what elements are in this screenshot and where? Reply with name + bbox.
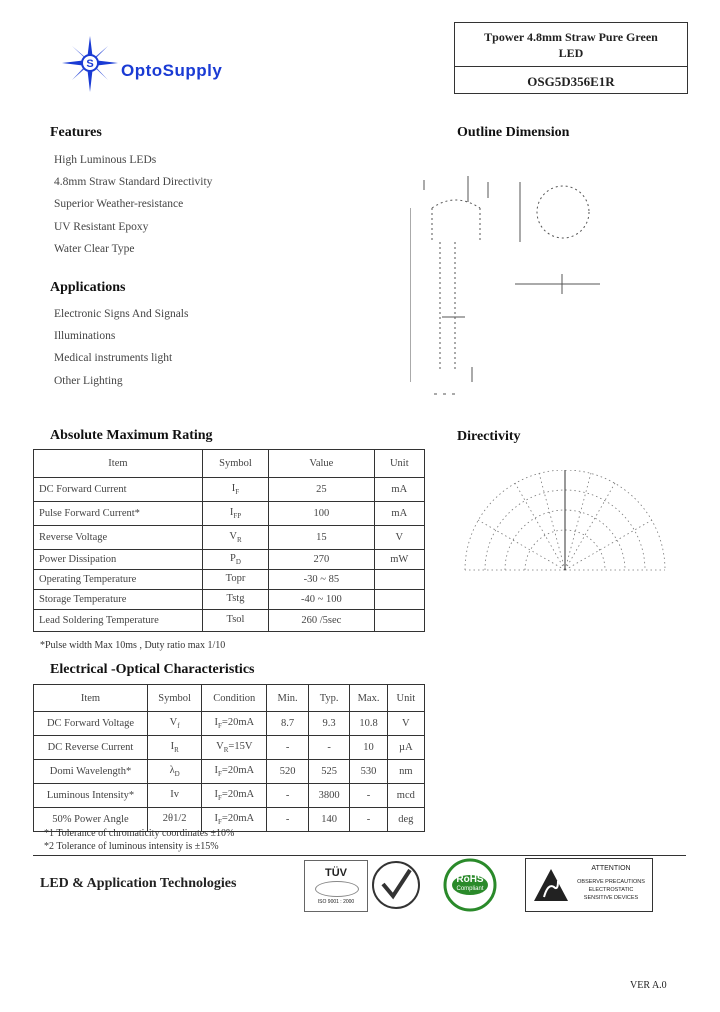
- application-item: Medical instruments light: [54, 352, 173, 365]
- checkmark-seal-icon: [370, 860, 422, 910]
- rohs-badge: [435, 858, 505, 912]
- outline-drawing: [410, 172, 610, 402]
- eo-col-item: Item: [34, 685, 148, 712]
- eo-note-2: *2 Tolerance of luminous intensity is ±15%: [44, 841, 219, 852]
- logo-text: OptoSupply: [121, 61, 223, 80]
- version-label: VER A.0: [630, 980, 667, 991]
- features-list: [54, 149, 212, 260]
- iso-label: ISO 9001 : 2000: [317, 899, 355, 905]
- abs-max-heading: Absolute Maximum Rating: [50, 428, 213, 443]
- product-title-line2: LED: [558, 46, 584, 60]
- rohs-compliant-label: Compliant: [456, 886, 484, 892]
- eo-col-max: Max.: [350, 685, 387, 712]
- application-item: Electronic Signs And Signals: [54, 308, 189, 320]
- esd-line-1: OBSERVE PRECAUTIONS: [577, 879, 645, 885]
- table-row: Pulse Forward Current* $I_{FP}$ 100 mA: [34, 502, 425, 526]
- company-logo: [58, 34, 273, 94]
- svg-text:S: S: [86, 58, 94, 70]
- table-row: Storage Temperature Tstg -40 ~ 100: [34, 590, 425, 610]
- esd-line-3: SENSITIVE DEVICES: [583, 895, 639, 901]
- eo-col-typ: Typ.: [308, 685, 350, 712]
- table-row: Lead Soldering Temperature Tsol 260 /5sec: [34, 610, 425, 632]
- feature-item: 4.8mm Straw Standard Directivity: [54, 176, 213, 189]
- footer-divider: [33, 855, 686, 856]
- star-logo-icon: [58, 34, 124, 94]
- rohs-seal-icon: [435, 858, 505, 912]
- outline-heading: Outline Dimension: [457, 125, 570, 140]
- eo-col-min: Min.: [267, 685, 309, 712]
- tuv-certificate: [304, 860, 368, 912]
- table-row: 50% Power Angle 2θ1/2 $I_F=20mA$ - 140 - deg: [34, 808, 425, 832]
- abs-col-unit: Unit: [374, 450, 424, 478]
- features-heading: Features: [50, 125, 102, 140]
- esd-line-2: ELECTROSTATIC: [588, 887, 634, 893]
- eo-col-symbol: Symbol: [147, 685, 201, 712]
- part-number: OSG5D356E1R: [527, 74, 615, 89]
- checkmark-seal: [370, 860, 422, 910]
- esd-warning-icon: [532, 867, 570, 903]
- rohs-label: RoHS: [456, 874, 484, 885]
- abs-col-item: Item: [34, 450, 203, 478]
- table-row: Power Dissipation $P_D$ 270 mW: [34, 550, 425, 570]
- feature-item: High Luminous LEDs: [54, 154, 157, 166]
- esd-warning-label: [525, 858, 653, 912]
- eo-note-1: *1 Tolerance of chromaticity coordinates ±10%: [44, 828, 235, 839]
- feature-item: UV Resistant Epoxy: [54, 220, 149, 233]
- feature-item: Superior Weather-resistance: [54, 198, 184, 211]
- esd-title: ATTENTION: [591, 865, 631, 872]
- title-divider: [455, 66, 687, 67]
- tuv-oval-icon: [315, 881, 359, 897]
- table-row: Reverse Voltage $V_R$ 15 V: [34, 526, 425, 550]
- applications-list: [54, 303, 188, 392]
- abs-col-symbol: Symbol: [202, 450, 268, 478]
- company-name: LED & Application Technologies: [40, 876, 237, 891]
- product-title-line1: Tpower 4.8mm Straw Pure Green: [484, 30, 658, 44]
- abs-max-table: [33, 449, 425, 632]
- abs-max-note: *Pulse width Max 10ms , Duty ratio max 1/10: [40, 640, 226, 651]
- directivity-heading: Directivity: [457, 429, 521, 444]
- applications-heading: Applications: [50, 280, 126, 295]
- eo-col-unit: Unit: [387, 685, 424, 712]
- feature-item: Water Clear Type: [54, 242, 135, 255]
- abs-col-value: Value: [269, 450, 374, 478]
- product-title: [455, 29, 687, 61]
- directivity-plot: [460, 470, 670, 580]
- application-item: Illuminations: [54, 330, 116, 343]
- eo-col-condition: Condition: [202, 685, 267, 712]
- table-row: DC Forward Voltage $V_f$ $I_F=20mA$ 8.7 9.3 10.8 V: [34, 712, 425, 736]
- table-row: Luminous Intensity* Iv $I_F=20mA$ - 3800 - mcd: [34, 784, 425, 808]
- table-row: DC Forward Current $I_F$ 25 mA: [34, 478, 425, 502]
- table-row: DC Reverse Current $I_R$ $V_R=15V$ - - 10 µA: [34, 736, 425, 760]
- title-box: [454, 22, 688, 94]
- table-row: Domi Wavelength* $\lambda_D$ $I_F=20mA$ 520 525 530 nm: [34, 760, 425, 784]
- eo-table: [33, 684, 425, 832]
- table-row: Operating Temperature Topr -30 ~ 85: [34, 570, 425, 590]
- eo-heading: Electrical -Optical Characteristics: [50, 662, 255, 677]
- application-item: Other Lighting: [54, 374, 123, 387]
- tuv-mark: TÜV: [325, 867, 347, 879]
